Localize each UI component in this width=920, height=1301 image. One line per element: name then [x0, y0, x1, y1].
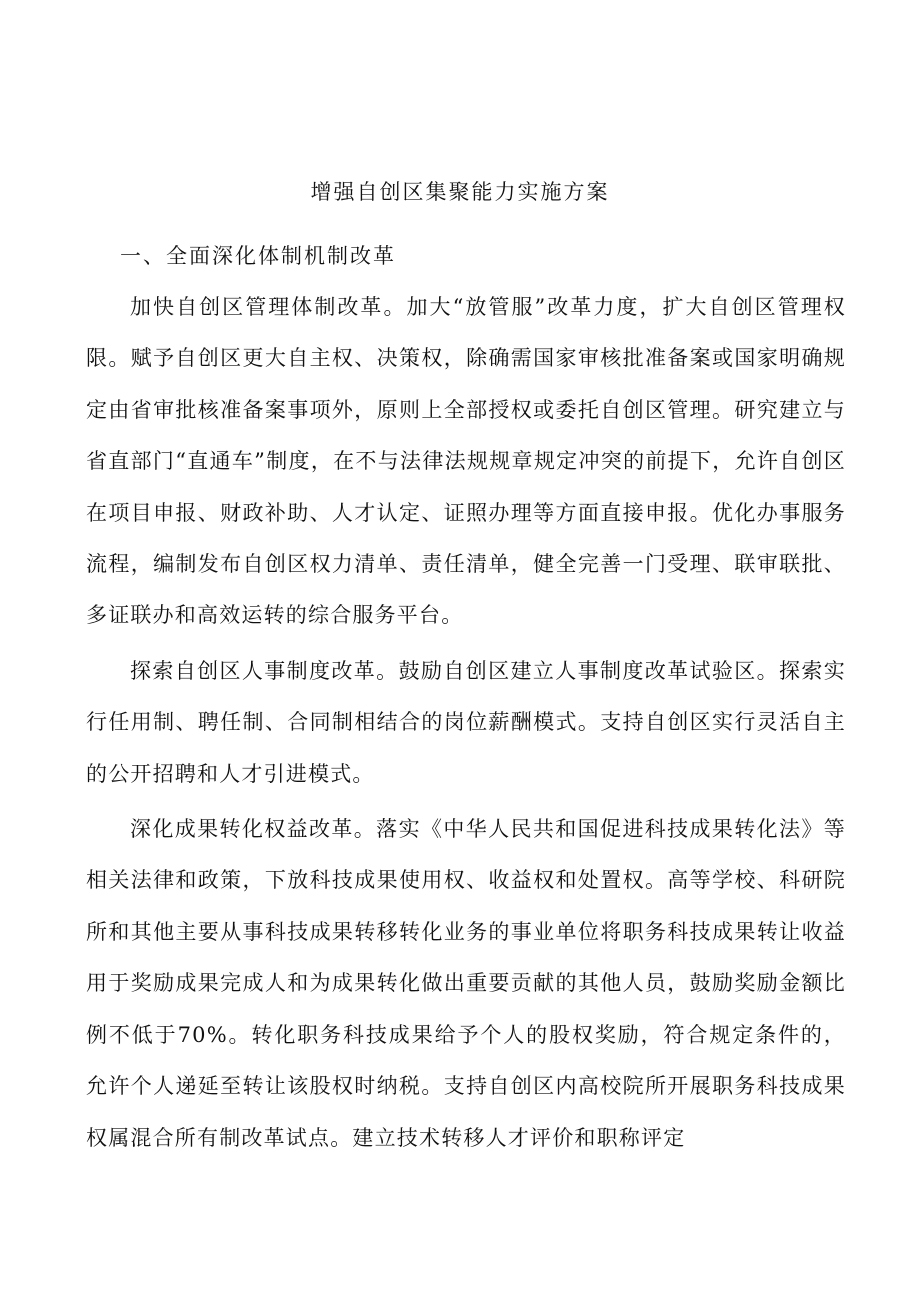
paragraph-management-reform: 加快自创区管理体制改革。加大“放管服”改革力度，扩大自创区管理权限。赋予自创区更大自主权、决策权，除确需国家审核批准备案或国家明确规定由省审批核准备案事项外，原则上全部授权或委托自创区管理。研究建立与省直部门“直通车”制度，在不与法律法规规章规定冲突的前提下，允许自创区在项目申报、财政补助、人才认定、证照办理等方面直接申报。优化办事服务流程，编制发布自创区权力清单、责任清单，健全完善一门受理、联审联批、多证联办和高效运转的综合服务平台。	[86, 295, 846, 628]
document-body	[86, 282, 846, 1164]
paragraph-personnel-reform: 探索自创区人事制度改革。鼓励自创区建立人事制度改革试验区。探索实行任用制、聘任制、合同制相结合的岗位薪酬模式。支持自创区实行灵活自主的公开招聘和人才引进模式。	[86, 658, 846, 786]
document-title: 增强自创区集聚能力实施方案	[310, 180, 610, 204]
section-heading: 一、全面深化体制机制改革	[120, 244, 396, 268]
paragraph-achievement-reform: 深化成果转化权益改革。落实《中华人民共和国促进科技成果转化法》等相关法律和政策，下放科技成果使用权、收益权和处置权。高等学校、科研院所和其他主要从事科技成果转移转化业务的事业单位将职务科技成果转让收益用于奖励成果完成人和为成果转化做出重要贡献的其他人员，鼓励奖励金额比例不低于70%。转化职务科技成果给予个人的股权奖励，符合规定条件的，允许个人递延至转让该股权时纳税。支持自创区内高校院所开展职务科技成果权属混合所有制改革试点。建立技术转移人才评价和职称评定	[86, 817, 846, 1150]
